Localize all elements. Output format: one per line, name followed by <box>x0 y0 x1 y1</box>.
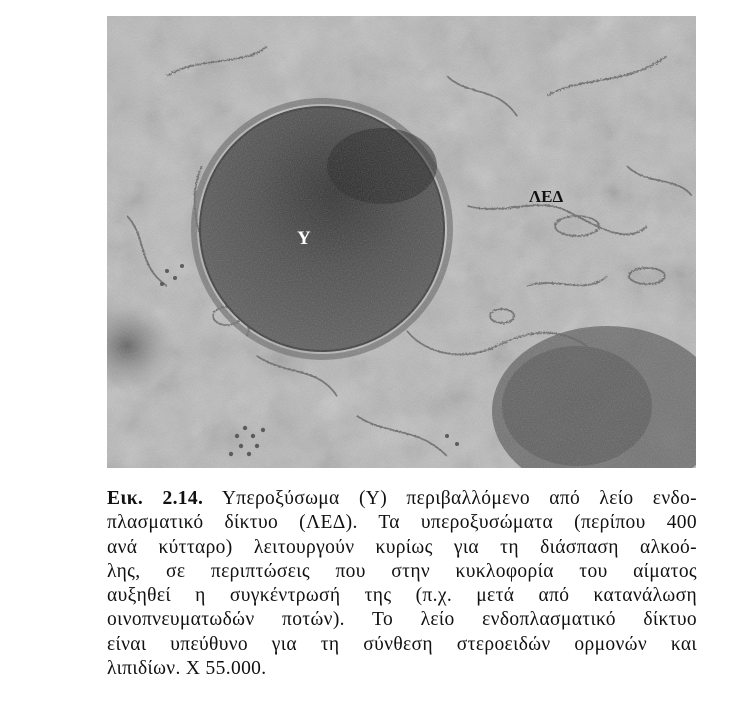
smooth-er-label: ΛΕΔ <box>529 187 564 206</box>
caption-line-7: είναι υπεύθυνο για τη σύνθεση στεροειδών ορμονών και <box>107 633 697 655</box>
peroxisome-label: Υ <box>297 228 311 249</box>
caption-line-1 <box>107 487 697 511</box>
caption-line-1-text: Υπεροξύσωμα (Υ) περιβαλλόμενο από λείο ενδο- <box>221 488 697 509</box>
figure-number: Εικ. 2.14. <box>107 488 204 509</box>
caption-line-4: λης, σε περιπτώσεις που στην κυκλοφορία του αίματος <box>107 560 697 582</box>
caption-line-2: πλασματικό δίκτυο (ΛΕΔ). Τα υπεροξυσώματα (περίπου 400 <box>107 512 697 534</box>
caption-line-5: αυξηθεί η συγκέντρωσή της (π.χ. μετά από κατανάλωση <box>107 585 697 607</box>
caption-line-8: λιπιδίων. Χ 55.000. <box>107 658 267 680</box>
caption-line-3: ανά κύτταρο) λειτουργούν κυρίως για τη διάσπαση αλκοό- <box>107 536 697 558</box>
micrograph-image <box>107 16 696 468</box>
micrograph-figure <box>107 16 696 468</box>
caption-line-6: οινοπνευματωδών ποτών). Το λείο ενδοπλασματικό δίκτυο <box>107 609 697 631</box>
figure-caption <box>107 487 697 681</box>
